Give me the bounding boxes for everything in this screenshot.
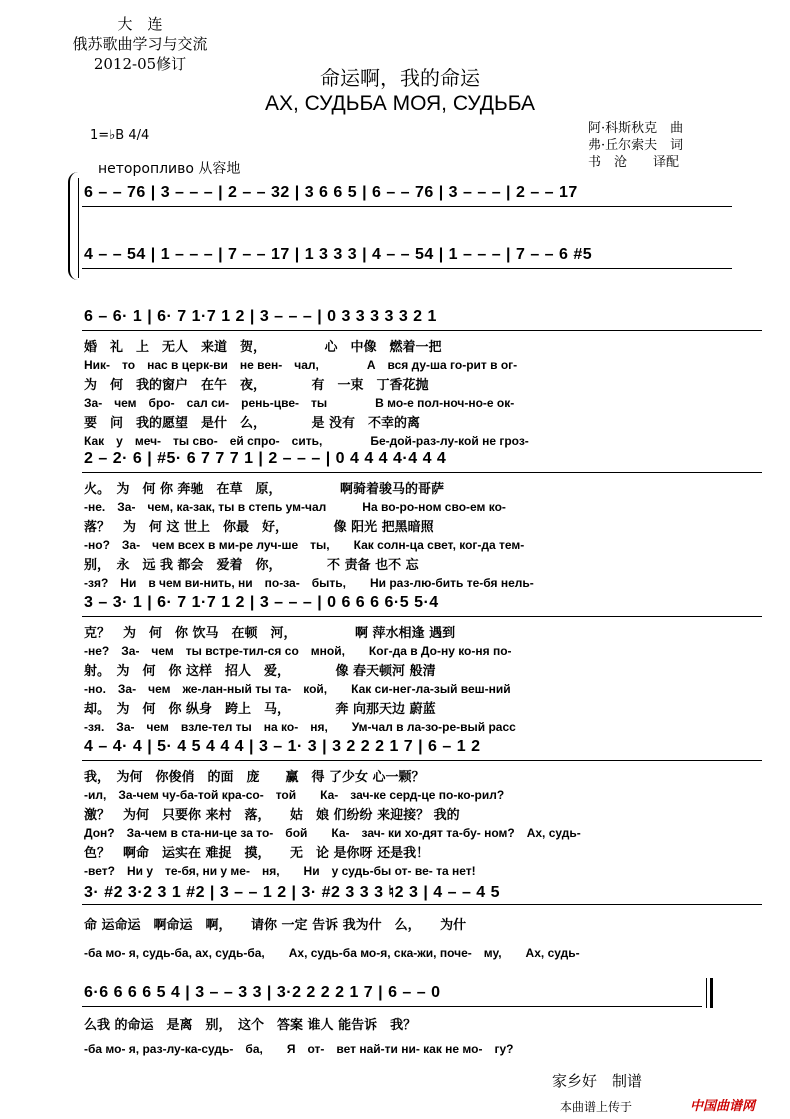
lyric-line: -зя. За- чем взле-тел ты на ко- ня, Ум-чал в ла-зо-ре-вый расс [84,720,516,734]
lyric-line: 克？ 为 何 你 饮马 在顿 河， 啊 萍水相逢 遇到 [84,626,456,641]
lyric-line: -ба мо- я, раз-лу-ка-судь- ба, Я от- вет най-ти ни- как не мо- гу? [84,1042,514,1056]
tempo-marking: неторопливо 从容地 [98,161,241,177]
final-barline-thick [710,978,713,1008]
site-logo[interactable]: 中国曲谱网 [690,1099,756,1114]
lyric-line: Дон? За-чем в ста-ни-це за то- бой Ка- зач- ки хо-дят та-бу- ном? Ах, судь- [84,826,581,840]
lyric-line: 婚 礼 上 无人 来道 贺， 心 中像 燃着一把 [84,340,442,355]
lyric-line: 命 运命运 啊命运 啊， 请你 一定 告诉 我为什 么， 为什 [84,918,467,933]
title-ru: АХ, СУДЬБА МОЯ, СУДЬБА [264,92,536,115]
score-row-2-underline [82,472,762,473]
score-row-3-underline [82,616,762,617]
score-row-1-underline [82,330,762,331]
credit-translator: 书 沧 译配 [588,155,680,170]
intro-top-underline [82,206,732,207]
score-row-5-underline [82,904,762,905]
lyric-line: -вет? Ни у те-бя, ни у ме- ня, Ни у судь-бы от- ве- та нет! [84,864,476,878]
lyric-line: -ба мо- я, судь-ба, ах, судь-ба, Ах, судь-ба мо-я, ска-жи, поче- му, Ах, судь- [84,946,580,960]
lyric-line: 别， 永 远 我 都会 爱着 你， 不 责备 也不 忘 [84,558,419,573]
score-row-4-notes: 4 – 4· 4 | 5· 4 5 4 4 4 | 3 – 1· 3 | 3 2 2 2 1 7 | 6 – 1 2 [84,738,481,755]
lyric-line: 么我 的命运 是离 别， 这个 答案 谁人 能告诉 我？ [84,1018,417,1033]
lyric-line: -не. За- чем, ка-зак, ты в степь ум-чал На во-ро-ном сво-ем ко- [84,500,506,514]
score-row-5-notes: 3· #2 3·2 3 1 #2 | 3 – – 1 2 | 3· #2 3 3 3 ♮2 3 | 4 – – 4 5 [84,884,501,901]
upload-note: 本曲谱上传于 [560,1100,633,1114]
header-left [40,14,240,74]
lyric-line: -ил, За-чем чу-ба-той кра-со- той Ка- зач-ке серд-це по-ко-рил? [84,788,505,802]
lyric-line: Ник- то нас в церк-ви не вен- чал, А вся ду-ша го-рит в ог- [84,358,518,372]
final-barline-thin [706,978,707,1008]
header-left-line-3: 2012-05修订 [93,55,187,73]
key-signature: 1=♭B 4/4 [90,128,150,143]
intro-bottom-staff: 4 – – 54 | 1 – – – | 7 – – 17 | 1 3 3 3 | 4 – – 54 | 1 – – – | 7 – – 6 #5 [84,246,593,263]
score-row-6-notes: 6·6 6 6 6 5 4 | 3 – – 3 3 | 3·2 2 2 2 1 7 | 6 – – 0 [84,984,441,1001]
credits [588,120,683,171]
lyric-line: -не? За- чем ты встре-тил-ся со мной, Ког-да в До-ну ко-ня по- [84,644,512,658]
lyric-line: За- чем бро- сал си- рень-цве- ты В мо-е пол-ноч-но-е ок- [84,396,515,410]
intro-bottom-underline [82,268,732,269]
lyric-line: -но. За- чем же-лан-ный ты та- кой, Как си-нег-ла-зый веш-ний [84,682,511,696]
lyric-line: 激？ 为何 只要你 来村 落， 姑 娘 们纷纷 来迎接？ 我的 [84,808,460,823]
system-barline [78,178,79,278]
header-left-line-2: 俄苏歌曲学习与交流 [72,35,208,53]
lyric-line: 却。 为 何 你 纵身 跨上 马， 奔 向那天边 蔚蓝 [84,702,436,717]
header-left-line-1: 大 连 [117,15,163,33]
lyric-line: 色？ 啊命 运实在 难捉 摸， 无 论 是你呀 还是我！ [84,846,430,861]
lyric-line: 火。 为 何 你 奔驰 在草 原， 啊骑着骏马的哥萨 [84,482,445,497]
score-row-3-notes: 3 – 3· 1 | 6· 7 1·7 1 2 | 3 – – – | 0 6 6 6 6·5 5·4 [84,594,439,611]
score-row-1-notes: 6 – 6· 1 | 6· 7 1·7 1 2 | 3 – – – | 0 3 3 3 3 3 2 1 [84,308,437,325]
lyric-line: 我， 为何 你俊俏 的面 庞 赢 得 了少女 心一颗？ [84,770,425,785]
title-cn: 命运啊，我的命运 [320,66,480,90]
score-row-4-underline [82,760,762,761]
lyric-line: Как у меч- ты сво- ей спро- сить, Бе-дой-раз-лу-кой не гроз- [84,434,529,448]
score-maker: 家乡好 制谱 [552,1072,643,1090]
lyric-line: -зя? Ни в чем ви-нить, ни по-за- быть, Ни раз-лю-бить те-бя нель- [84,576,534,590]
lyric-line: -но? За- чем всех в ми-ре луч-ше ты, Как солн-ца свет, ког-да тем- [84,538,525,552]
lyric-line: 要 问 我的愿望 是什 么， 是 没有 不幸的离 [84,416,421,431]
lyric-line: 为 何 我的窗户 在午 夜， 有 一束 丁香花抛 [84,378,429,393]
score-row-6-underline [82,1006,702,1007]
credit-lyricist: 弗·丘尔索夫 词 [588,138,684,153]
intro-top-staff: 6 – – 76 | 3 – – – | 2 – – 32 | 3 6 6 5 | 6 – – 76 | 3 – – – | 2 – – 17 [84,184,578,201]
lyric-line: 落？ 为 何 这 世上 你最 好， 像 阳光 把黑暗照 [84,520,434,535]
credit-composer: 阿·科斯秋克 曲 [588,121,684,136]
score-row-2-notes: 2 – 2· 6 | #5· 6 7 7 7 1 | 2 – – – | 0 4 4 4 4·4 4 4 [84,450,447,467]
lyric-line: 射。 为 何 你 这样 招人 爱， 像 春天顿河 般清 [84,664,436,679]
